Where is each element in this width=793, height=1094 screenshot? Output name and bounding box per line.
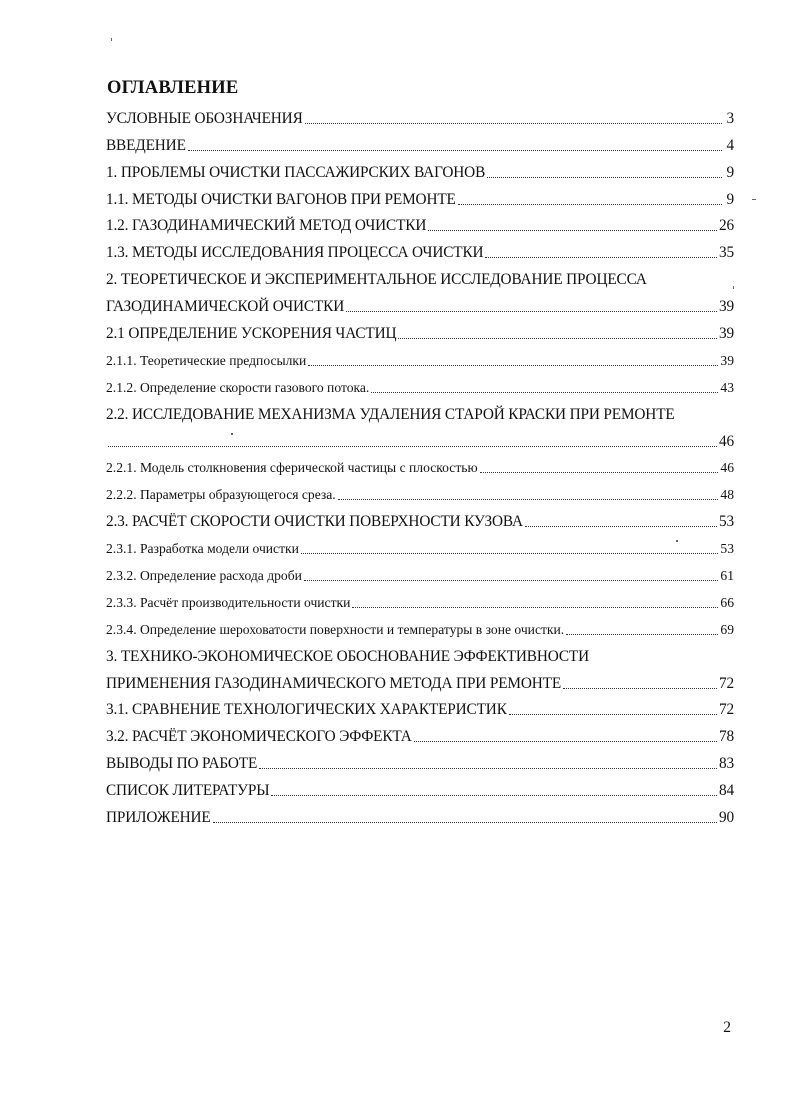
toc-entry-title: 2.3.1. Разработка модели очистки bbox=[106, 541, 299, 557]
toc-entry-page: 78 bbox=[719, 728, 734, 746]
toc-entry bbox=[106, 561, 734, 588]
toc-entry bbox=[106, 588, 734, 615]
toc-entry-title: 3. ТЕХНИКО-ЭКОНОМИЧЕСКОЕ ОБОСНОВАНИЕ ЭФФЕКТИВНОСТИ bbox=[106, 647, 589, 665]
toc-dot-leader bbox=[525, 526, 717, 527]
toc-entry bbox=[106, 104, 734, 131]
toc-entry-page: 3 bbox=[726, 109, 734, 127]
toc-entry-title: 2.2.1. Модель столкновения сферической частицы с плоскостью bbox=[106, 460, 478, 476]
page-number: 2 bbox=[723, 1019, 731, 1036]
toc-entry-title: 2.3.3. Расчёт производительности очистки bbox=[106, 594, 351, 610]
toc-dot-leader bbox=[213, 822, 717, 823]
toc-entry-title: 2.2. ИССЛЕДОВАНИЕ МЕХАНИЗМА УДАЛЕНИЯ СТАРОЙ КРАСКИ ПРИ РЕМОНТЕ bbox=[106, 405, 675, 423]
toc-entry bbox=[106, 696, 734, 723]
toc-entry-page: 72 bbox=[719, 674, 734, 692]
toc-entry-page: 43 bbox=[720, 379, 734, 395]
toc-entry bbox=[106, 454, 734, 481]
toc-entry bbox=[106, 292, 734, 319]
toc-entry-page: 84 bbox=[719, 782, 734, 800]
toc-entry bbox=[106, 507, 734, 534]
toc-entry-title: ПРИЛОЖЕНИЕ bbox=[106, 809, 211, 827]
toc-entry bbox=[106, 212, 734, 239]
toc-dot-leader bbox=[487, 177, 722, 178]
toc-entry-title: 2.2.2. Параметры образующегося среза. bbox=[106, 487, 336, 503]
toc-entry bbox=[106, 158, 734, 185]
toc-dot-leader bbox=[304, 580, 719, 581]
toc-entry-title: ВЫВОДЫ ПО РАБОТЕ bbox=[106, 755, 258, 773]
toc-entry-page: 9 bbox=[726, 163, 734, 181]
toc-entry-title: 2. ТЕОРЕТИЧЕСКОЕ И ЭКСПЕРИМЕНТАЛЬНОЕ ИССЛЕДОВАНИЕ ПРОЦЕССА bbox=[106, 271, 647, 289]
toc-dot-leader bbox=[301, 553, 718, 554]
toc-entry-page: 39 bbox=[719, 325, 734, 343]
toc-entry-page: 90 bbox=[719, 809, 734, 827]
toc-entry-page: 72 bbox=[719, 701, 734, 719]
toc-dot-leader bbox=[346, 311, 717, 312]
toc-entry-page: 46 bbox=[719, 432, 734, 450]
toc-entry-title: 3.2. РАСЧЁТ ЭКОНОМИЧЕСКОГО ЭФФЕКТА bbox=[106, 728, 412, 746]
toc-dot-leader bbox=[188, 150, 722, 151]
scan-speck bbox=[231, 433, 233, 435]
toc-entry bbox=[106, 373, 734, 400]
toc-dot-leader bbox=[414, 741, 717, 742]
toc-dot-leader bbox=[485, 257, 717, 258]
toc-entry-title: ВВЕДЕНИЕ bbox=[106, 136, 186, 154]
toc-entry-title: 1.2. ГАЗОДИНАМИЧЕСКИЙ МЕТОД ОЧИСТКИ bbox=[106, 217, 427, 235]
toc-entry-title: 1. ПРОБЛЕМЫ ОЧИСТКИ ПАССАЖИРСКИХ ВАГОНОВ bbox=[106, 163, 486, 181]
toc-dot-leader bbox=[398, 338, 717, 339]
toc-entry-page: 83 bbox=[719, 755, 734, 773]
toc-entry-page: 39 bbox=[719, 298, 734, 316]
toc-entry-title: 2.1.1. Теоретические предпосылки bbox=[106, 352, 307, 368]
toc-entry bbox=[106, 722, 734, 749]
toc-dot-leader bbox=[305, 123, 722, 124]
toc-entry bbox=[106, 346, 734, 373]
toc-entry bbox=[106, 131, 734, 158]
toc-entry-page: 35 bbox=[719, 244, 734, 262]
scan-speck bbox=[111, 38, 112, 41]
toc-entry bbox=[106, 534, 734, 561]
toc-entry-page: 53 bbox=[719, 513, 734, 531]
toc-entry bbox=[106, 669, 734, 696]
toc-dot-leader bbox=[308, 365, 718, 366]
table-of-contents bbox=[106, 104, 734, 830]
toc-entry-page: 66 bbox=[720, 594, 734, 610]
toc-dot-leader bbox=[428, 230, 717, 231]
toc-entry bbox=[106, 776, 734, 803]
toc-heading: ОГЛАВЛЕНИЕ bbox=[107, 78, 239, 98]
toc-entry-title: 2.3.2. Определение расхода дроби bbox=[106, 568, 302, 584]
scan-speck bbox=[752, 199, 756, 200]
toc-entry-title: 1.1. МЕТОДЫ ОЧИСТКИ ВАГОНОВ ПРИ РЕМОНТЕ bbox=[106, 190, 456, 208]
toc-dot-leader bbox=[480, 472, 719, 473]
toc-dot-leader bbox=[259, 768, 717, 769]
toc-entry bbox=[106, 615, 734, 642]
toc-dot-leader bbox=[458, 204, 722, 205]
toc-entry-title: 2.1.2. Определение скорости газового потока. bbox=[106, 379, 370, 395]
toc-entry bbox=[106, 400, 734, 427]
toc-entry-page: 69 bbox=[720, 621, 734, 637]
toc-dot-leader bbox=[563, 688, 717, 689]
toc-entry bbox=[106, 238, 734, 265]
toc-entry bbox=[106, 642, 734, 669]
toc-dot-leader bbox=[352, 607, 718, 608]
toc-entry-title: УСЛОВНЫЕ ОБОЗНАЧЕНИЯ bbox=[106, 109, 303, 127]
toc-entry bbox=[106, 749, 734, 776]
toc-entry bbox=[106, 427, 734, 454]
toc-entry-page: 53 bbox=[720, 541, 734, 557]
toc-dot-leader bbox=[371, 392, 718, 393]
toc-entry-page: 4 bbox=[726, 136, 734, 154]
toc-dot-leader bbox=[108, 446, 717, 447]
toc-entry-page: 48 bbox=[720, 487, 734, 503]
toc-entry-page: 46 bbox=[720, 460, 734, 476]
toc-entry-title: 2.3. РАСЧЁТ СКОРОСТИ ОЧИСТКИ ПОВЕРХНОСТИ КУЗОВА bbox=[106, 513, 523, 531]
toc-dot-leader bbox=[338, 499, 719, 500]
toc-dot-leader bbox=[566, 634, 718, 635]
toc-entry bbox=[106, 265, 734, 292]
toc-dot-leader bbox=[271, 795, 717, 796]
toc-dot-leader bbox=[509, 714, 717, 715]
toc-entry-title: ГАЗОДИНАМИЧЕСКОЙ ОЧИСТКИ bbox=[106, 298, 345, 316]
toc-entry-title: СПИСОК ЛИТЕРАТУРЫ bbox=[106, 782, 270, 800]
toc-entry bbox=[106, 319, 734, 346]
toc-entry-title: 3.1. СРАВНЕНИЕ ТЕХНОЛОГИЧЕСКИХ ХАРАКТЕРИСТИК bbox=[106, 701, 507, 719]
toc-entry bbox=[106, 185, 734, 212]
toc-entry-title: 2.3.4. Определение шероховатости поверхности и температуры в зоне очистки. bbox=[106, 621, 565, 637]
toc-entry-page: 26 bbox=[719, 217, 734, 235]
toc-entry-page: 61 bbox=[720, 568, 734, 584]
toc-entry-title: 1.3. МЕТОДЫ ИССЛЕДОВАНИЯ ПРОЦЕССА ОЧИСТКИ bbox=[106, 244, 484, 262]
toc-entry-title: ПРИМЕНЕНИЯ ГАЗОДИНАМИЧЕСКОГО МЕТОДА ПРИ РЕМОНТЕ bbox=[106, 674, 562, 692]
scan-speck bbox=[733, 286, 734, 289]
toc-entry bbox=[106, 480, 734, 507]
scan-speck bbox=[676, 540, 678, 542]
toc-entry-page: 9 bbox=[726, 190, 734, 208]
toc-entry-title: 2.1 ОПРЕДЕЛЕНИЕ УСКОРЕНИЯ ЧАСТИЦ bbox=[106, 325, 397, 343]
toc-entry bbox=[106, 803, 734, 830]
toc-entry-page: 39 bbox=[720, 352, 734, 368]
